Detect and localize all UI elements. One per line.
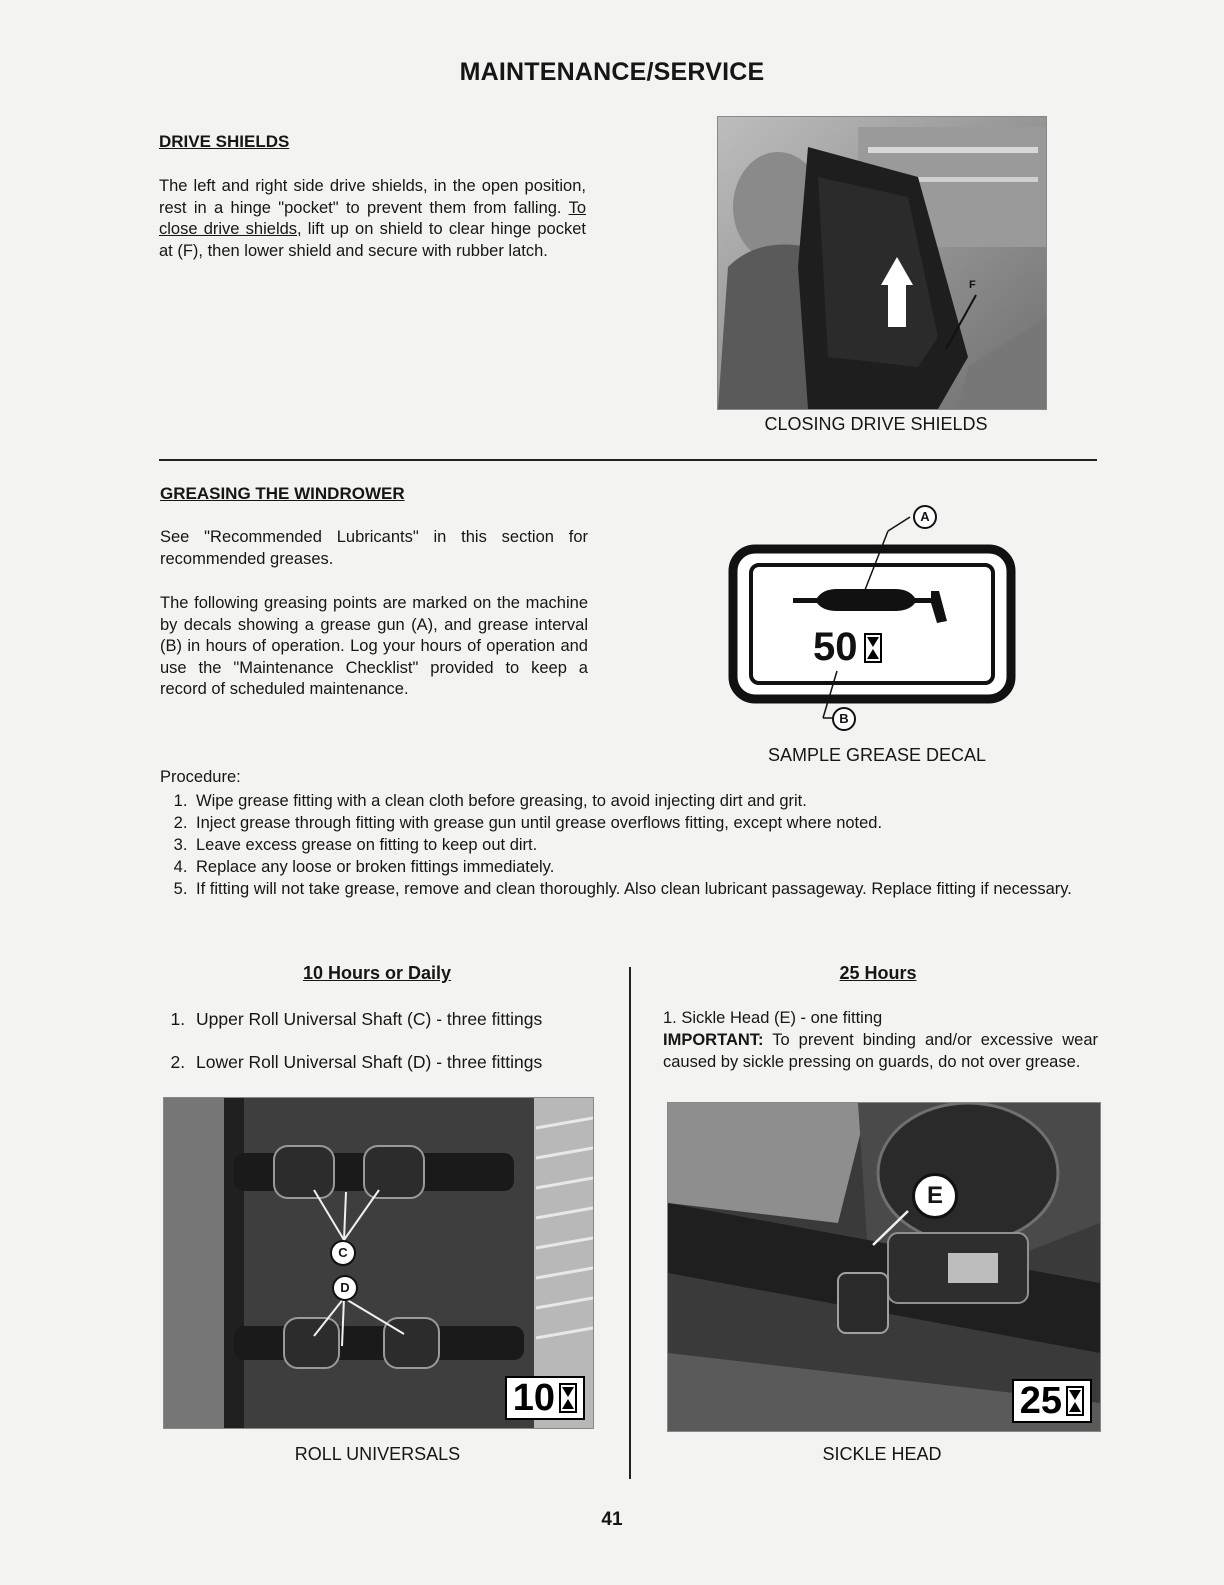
sample-grease-decal-caption: SAMPLE GREASE DECAL xyxy=(767,745,987,765)
ten-hours-item: 2. Lower Roll Universal Shaft (D) - three fittings xyxy=(190,1051,600,1073)
column-divider xyxy=(629,967,631,1479)
roll-universals-photo xyxy=(163,1097,594,1429)
greasing-heading: GREASING THE WINDROWER xyxy=(160,484,405,503)
label-f: F xyxy=(969,279,976,291)
ten-hours-item: 1. Upper Roll Universal Shaft (C) - three fittings xyxy=(190,1008,600,1030)
page-title: MAINTENANCE/SERVICE xyxy=(459,58,765,86)
twenty-five-hours-interval-badge xyxy=(1012,1379,1092,1423)
twenty-five-hours-important xyxy=(663,1030,1098,1073)
procedure-step: 4. Replace any loose or broken fittings immediately. xyxy=(192,856,1100,878)
label-e: E xyxy=(912,1173,958,1219)
procedure-step: 5. If fitting will not take grease, remove and clean thoroughly. Also clean lubricant passageway. Replace fitting if necessary. xyxy=(192,878,1100,900)
procedure-list xyxy=(160,790,1100,900)
twenty-five-hours-heading: 25 Hours xyxy=(839,963,917,983)
drive-shields-text xyxy=(159,176,586,262)
procedure-step: 3. Leave excess grease on fitting to keep out dirt. xyxy=(192,834,1100,856)
ten-hours-heading: 10 Hours or Daily xyxy=(302,963,452,983)
drive-shields-text-before: The left and right side drive shields, in the open position, rest in a hinge "pocket" to prevent them from falling. xyxy=(159,177,586,217)
sickle-head-photo xyxy=(667,1102,1101,1432)
drive-shields-text-underlined: To close drive shields xyxy=(159,198,586,238)
roll-universals-caption: ROLL UNIVERSALS xyxy=(294,1444,461,1464)
drive-shields-text-after: , lift up on shield to clear hinge pocket at (F), then lower shield and secure with rubber latch. xyxy=(159,220,586,260)
closing-drive-shields-illustration xyxy=(718,117,1046,409)
important-label: IMPORTANT: xyxy=(663,1031,764,1049)
procedure-step: 1. Wipe grease fitting with a clean cloth before greasing, to avoid injecting dirt and grit. xyxy=(192,790,1100,812)
hourglass-icon xyxy=(1066,1386,1084,1416)
label-d: D xyxy=(332,1275,358,1301)
greasing-para-2: The following greasing points are marked on the machine by decals showing a grease gun (A), and grease interval (B) in hours of operation. Log your hours of operation and use the "Maintenance Checklist" provided to keep a record of scheduled maintenance. xyxy=(160,594,588,698)
twenty-five-hours-interval-value: 25 xyxy=(1019,1380,1062,1422)
twenty-five-hours-item: 1. Sickle Head (E) - one fitting xyxy=(663,1009,883,1027)
label-c: C xyxy=(330,1240,356,1266)
decal-callout-b: B xyxy=(832,707,856,731)
closing-drive-shields-caption: CLOSING DRIVE SHIELDS xyxy=(764,414,988,434)
decal-interval xyxy=(813,625,882,670)
decal-callout-a: A xyxy=(913,505,937,529)
ten-hours-interval-badge xyxy=(505,1376,585,1420)
sample-grease-decal xyxy=(725,503,1030,735)
sickle-head-caption: SICKLE HEAD xyxy=(822,1444,942,1464)
important-text: To prevent binding and/or excessive wear caused by sickle pressing on guards, do not over grease. xyxy=(663,1031,1098,1071)
ten-hours-list xyxy=(160,1008,600,1094)
procedure-label: Procedure: xyxy=(160,768,241,786)
ten-hours-interval-value: 10 xyxy=(512,1377,555,1419)
procedure-step: 2. Inject grease through fitting with grease gun until grease overflows fitting, except where noted. xyxy=(192,812,1100,834)
page-number: 41 xyxy=(601,1509,623,1530)
drive-shields-heading: DRIVE SHIELDS xyxy=(159,132,290,151)
hourglass-icon xyxy=(559,1383,577,1413)
section-divider xyxy=(159,459,1097,461)
greasing-para-1: See "Recommended Lubricants" in this section for recommended greases. xyxy=(160,528,588,568)
decal-interval-value: 50 xyxy=(813,625,858,669)
grease-decal-graphic xyxy=(725,503,1030,735)
hourglass-icon xyxy=(864,633,882,663)
closing-drive-shields-photo xyxy=(717,116,1047,410)
